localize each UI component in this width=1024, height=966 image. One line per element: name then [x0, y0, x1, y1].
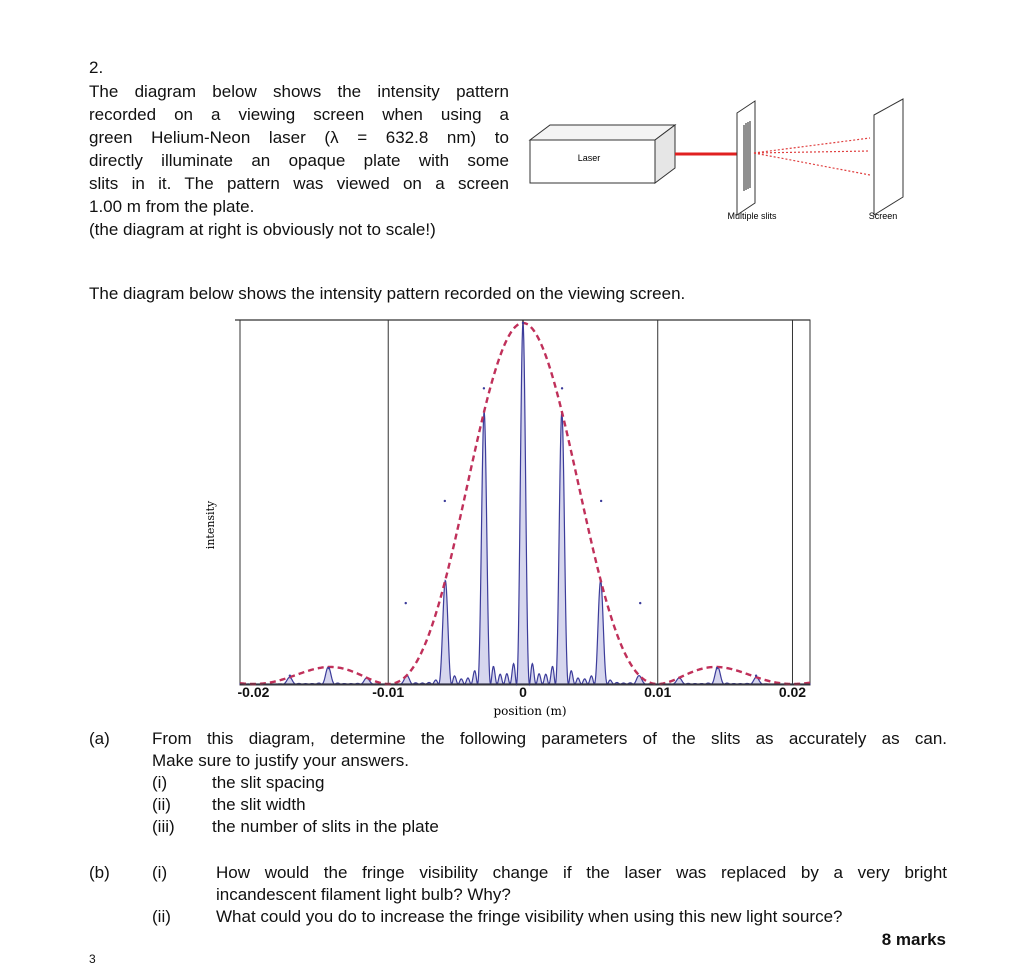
part-a-items	[152, 772, 947, 838]
principal-maximum	[522, 322, 524, 324]
intro-line: slits in it. The pattern was viewed on a screen	[89, 174, 509, 193]
part-b-item	[152, 862, 947, 906]
x-tick-label: 0.02	[778, 684, 807, 700]
x-tick-label: -0.02	[237, 684, 270, 700]
part-a-label: (a)	[89, 729, 110, 748]
question-number: 2.	[89, 58, 104, 77]
principal-maximum	[328, 667, 330, 669]
intro-line: (the diagram at right is obviously not to scale!)	[89, 220, 436, 239]
part-a-text	[152, 728, 947, 838]
part-a-item	[152, 794, 947, 816]
principal-maximum	[444, 500, 446, 502]
item-number: (iii)	[152, 817, 175, 836]
x-tick-label: 0	[519, 684, 527, 700]
item-line: What could you do to increase the fringe visibility when using this new light source?	[216, 907, 843, 926]
intensity-chart	[190, 305, 830, 720]
item-number: (i)	[152, 773, 168, 792]
x-axis-label: position (m)	[493, 704, 567, 718]
principal-maximum	[639, 602, 641, 604]
principal-maximum	[289, 674, 291, 676]
item-number: (i)	[152, 863, 168, 882]
chart-intro: The diagram below shows the intensity pattern recorded on the viewing screen.	[89, 284, 686, 303]
laser-box	[530, 125, 675, 183]
x-tick-label: 0.01	[644, 684, 672, 700]
part-a-item	[152, 816, 947, 838]
part-a-line: Make sure to justify your answers.	[152, 751, 409, 770]
part-b-text	[152, 862, 947, 928]
part-a-item	[152, 772, 947, 794]
intro-line: recorded on a viewing screen when using a	[89, 105, 509, 124]
part-b-item	[152, 906, 947, 928]
intensity-fill	[240, 323, 810, 684]
item-number: (ii)	[152, 907, 171, 926]
slits-label: Multiple slits	[727, 211, 777, 221]
screen-label: Screen	[868, 211, 898, 221]
diffracted-rays	[754, 138, 870, 175]
laser-label: Laser	[577, 153, 601, 163]
item-number: (ii)	[152, 795, 171, 814]
principal-maximum	[716, 667, 718, 669]
item-line: incandescent filament light bulb? Why?	[216, 885, 511, 904]
principal-maximum	[405, 602, 407, 604]
principal-maximum	[600, 500, 602, 502]
viewing-screen	[874, 99, 903, 215]
intro-line: 1.00 m from the plate.	[89, 197, 255, 216]
apparatus-diagram	[520, 95, 920, 235]
item-text	[216, 862, 947, 906]
principal-maximum	[561, 387, 563, 389]
y-axis-label: intensity	[204, 500, 217, 550]
intro-line: directly illuminate an opaque plate with some	[89, 151, 509, 170]
principal-maximum	[755, 674, 757, 676]
part-a-line: From this diagram, determine the following parameters of the slits as accurately as can.	[152, 729, 947, 748]
item-text: the slit spacing	[212, 773, 325, 792]
item-text: the number of slits in the plate	[212, 817, 439, 836]
principal-maximum	[483, 387, 485, 389]
intro-line: green Helium-Neon laser (λ = 632.8 nm) to	[89, 128, 509, 147]
slit-plate	[737, 101, 755, 215]
part-b-label: (b)	[89, 863, 110, 882]
item-line: How would the fringe visibility change if the laser was replaced by a very bright	[216, 863, 947, 882]
intro-line: The diagram below shows the intensity pattern	[89, 82, 509, 101]
marks-label: 8 marks	[881, 930, 946, 949]
x-tick-label: -0.01	[372, 684, 405, 700]
next-question-number: 3	[89, 952, 96, 966]
question-intro	[89, 80, 509, 241]
item-text: the slit width	[212, 795, 306, 814]
